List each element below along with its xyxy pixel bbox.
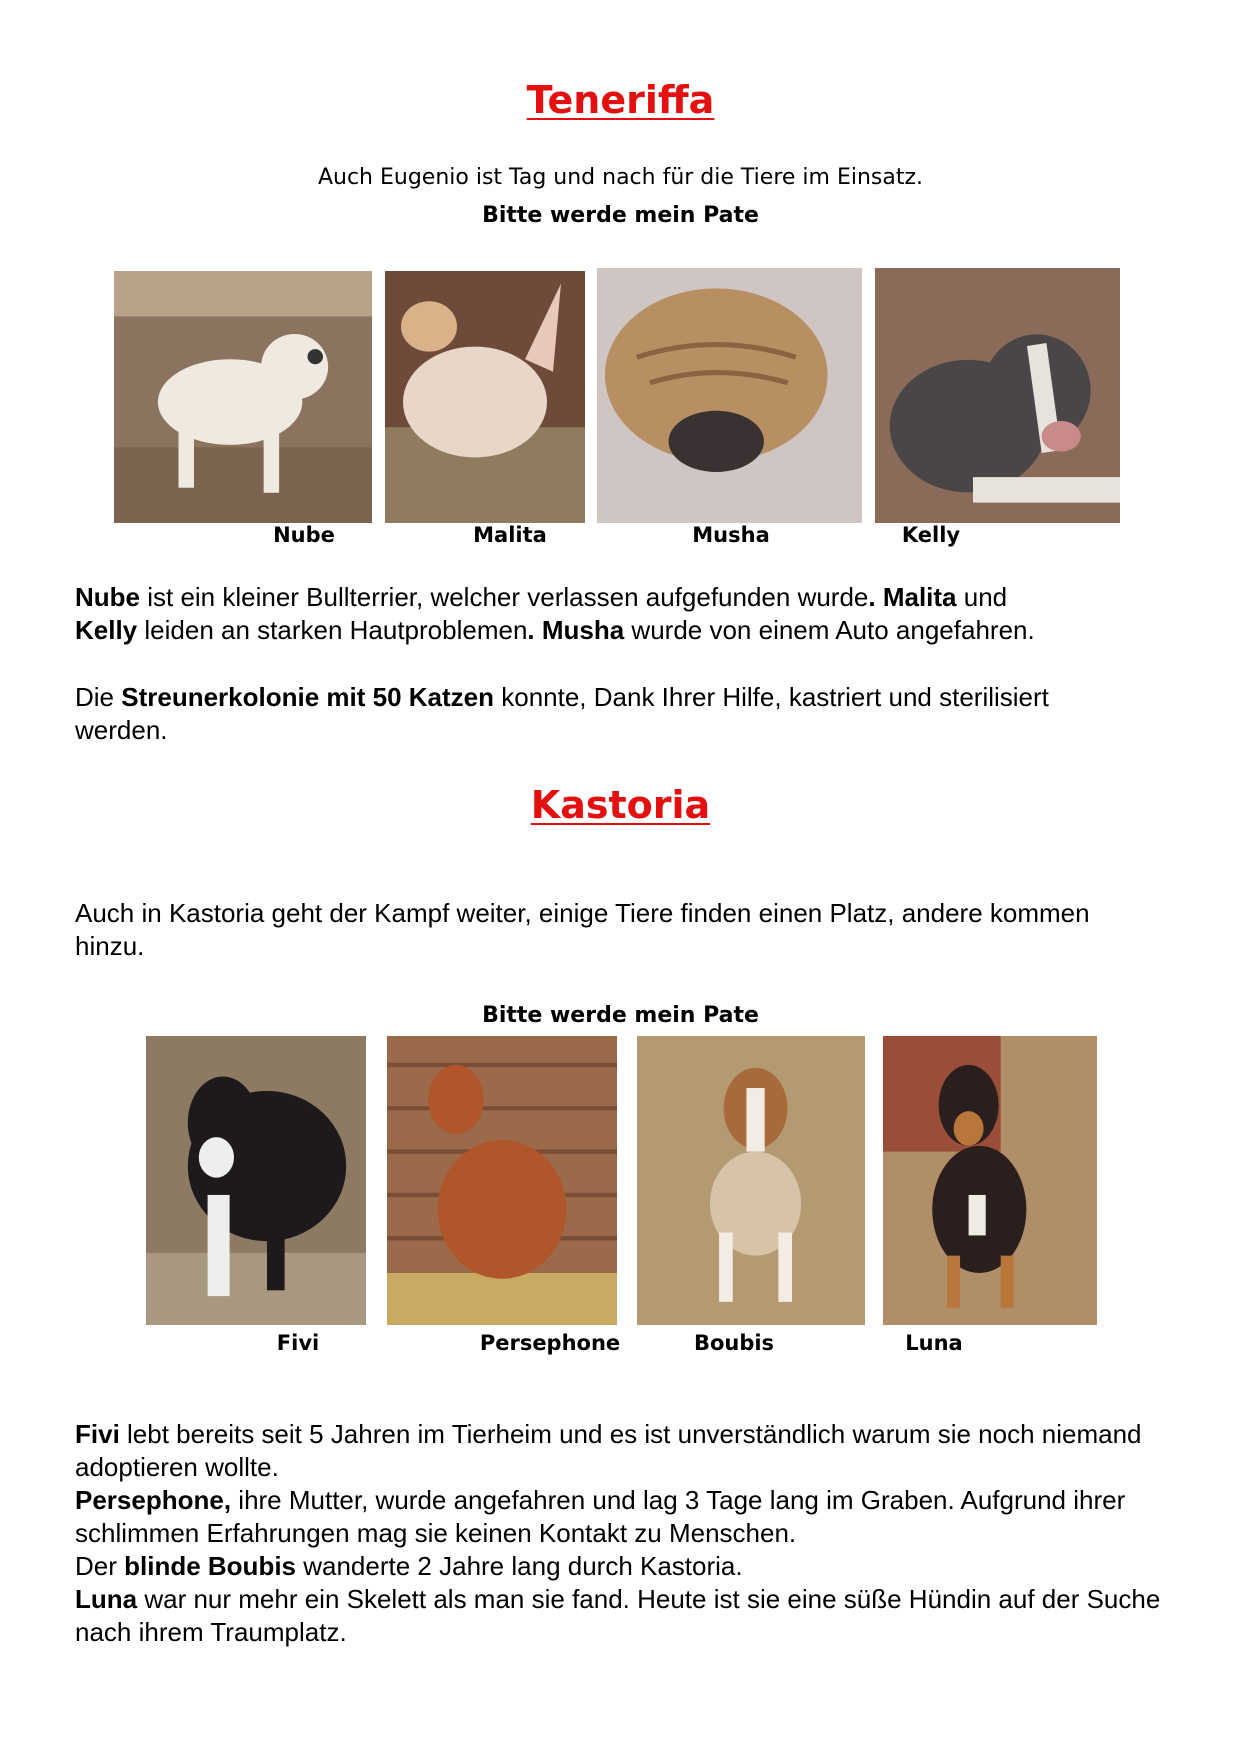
photo-nube	[114, 271, 372, 523]
teneriffa-heading: Teneriffa	[526, 78, 715, 122]
dog-photo-icon	[883, 1036, 1097, 1325]
dog-photo-icon	[385, 271, 585, 523]
photo-boubis	[637, 1036, 865, 1325]
photo-persephone	[387, 1036, 617, 1325]
kastoria-paragraph	[75, 1418, 1185, 1649]
kastoria-line-persephone	[75, 1484, 1185, 1550]
body-text: wanderte 2 Jahre lang durch Kastoria.	[296, 1551, 743, 1581]
body-text: ist ein kleiner Bullterrier, welcher verlassen aufgefunden wurde	[140, 582, 869, 612]
bold-text: Luna	[75, 1584, 138, 1614]
bold-text: Nube	[75, 582, 140, 612]
caption-boubis: Boubis	[693, 1331, 775, 1355]
kastoria-heading: Kastoria	[530, 783, 711, 827]
bold-text: . Musha	[527, 615, 625, 645]
dog-photo-icon	[637, 1036, 865, 1325]
kastoria-line-fivi	[75, 1418, 1185, 1484]
dog-photo-icon	[597, 268, 862, 523]
photo-kelly	[875, 268, 1120, 523]
caption-luna: Luna	[905, 1331, 963, 1355]
body-text: lebt bereits seit 5 Jahren im Tierheim und es ist unverständlich warum sie noch niemand adoptieren wollte.	[75, 1419, 1142, 1482]
dog-photo-icon	[114, 271, 372, 523]
caption-musha: Musha	[692, 523, 770, 547]
caption-kelly: Kelly	[901, 523, 961, 547]
caption-malita: Malita	[473, 523, 547, 547]
photo-fivi	[146, 1036, 366, 1325]
body-text: war nur mehr ein Skelett als man sie fand. Heute ist sie eine süße Hündin auf der Suche nach ihrem Traumplatz.	[75, 1584, 1161, 1647]
kastoria-pate-label: Bitte werde mein Pate	[482, 1003, 759, 1028]
kastoria-line-boubis	[75, 1550, 1185, 1583]
caption-persephone: Persephone	[479, 1331, 621, 1355]
photo-malita	[385, 271, 585, 523]
bold-text: blinde Boubis	[124, 1551, 297, 1581]
body-text: und	[956, 582, 1008, 612]
bold-text: Streunerkolonie mit 50 Katzen	[121, 682, 495, 712]
body-text: wurde von einem Auto angefahren.	[624, 615, 1035, 645]
body-text: konnte, Dank Ihrer Hilfe, kastriert und sterilisiert werden.	[75, 682, 1049, 745]
caption-nube: Nube	[273, 523, 335, 547]
body-text: Die	[75, 682, 122, 712]
teneriffa-paragraph-2	[75, 681, 1075, 747]
kastoria-intro: Auch in Kastoria geht der Kampf weiter, einige Tiere finden einen Platz, andere kommen hinzu.	[75, 898, 1090, 961]
bold-text: Fivi	[75, 1419, 120, 1449]
teneriffa-paragraph-1	[75, 581, 1175, 647]
photo-luna	[883, 1036, 1097, 1325]
bold-text: Kelly	[75, 615, 138, 645]
body-text: ihre Mutter, wurde angefahren und lag 3 Tage lang im Graben. Aufgrund ihrer schlimmen Erfahrungen mag sie keinen Kontakt zu Menschen.	[75, 1485, 1126, 1548]
teneriffa-intro: Auch Eugenio ist Tag und nach für die Tiere im Einsatz.	[317, 165, 924, 190]
body-text: leiden an starken Hautproblemen	[137, 615, 528, 645]
body-text: Der	[75, 1551, 125, 1581]
caption-fivi: Fivi	[276, 1331, 320, 1355]
photo-musha	[597, 268, 862, 523]
bold-text: Persephone,	[75, 1485, 232, 1515]
kastoria-line-luna	[75, 1583, 1185, 1649]
dog-photo-icon	[146, 1036, 366, 1325]
teneriffa-pate-label: Bitte werde mein Pate	[482, 203, 759, 228]
bold-text: . Malita	[868, 582, 957, 612]
dog-photo-icon	[875, 268, 1120, 523]
dog-photo-icon	[387, 1036, 617, 1325]
